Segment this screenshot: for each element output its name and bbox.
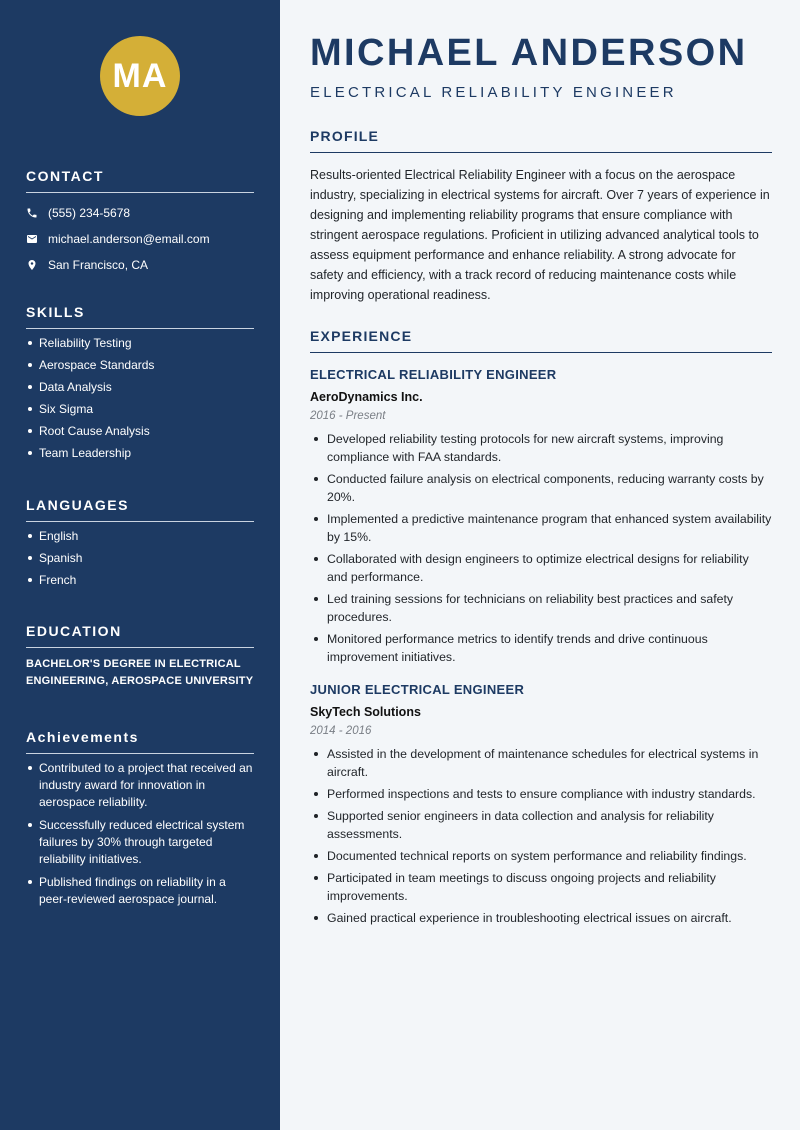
- education-degree: BACHELOR'S DEGREE IN ELECTRICAL ENGINEERING, AEROSPACE UNIVERSITY: [26, 658, 254, 687]
- language-item: French: [26, 572, 254, 588]
- profile-text: Results-oriented Electrical Reliability Engineer with a focus on the aerospace industry, specializing in electrical systems for aircraft. Over 7 years of experience in designing and implementing reliability programs that ensure compliance with stringent aerospace regulations. Proficient in utilizing advanced analytical tools to assess equipment performance and enhance reliability. A strong advocate for safety and efficiency, with a track record of reducing maintenance costs while improving operational readiness.: [310, 168, 770, 302]
- achievements-section: [26, 729, 254, 908]
- job-entry: [310, 682, 772, 927]
- skill-item: Aerospace Standards: [26, 357, 254, 373]
- languages-list: [26, 528, 254, 588]
- job-dates: 2014 - 2016: [310, 725, 372, 737]
- job-bullets: [310, 430, 772, 666]
- skill-item: Data Analysis: [26, 379, 254, 395]
- experience-title: EXPERIENCE: [310, 328, 772, 353]
- languages-section: [26, 497, 254, 588]
- skill-item: Reliability Testing: [26, 335, 254, 351]
- experience-section: [310, 328, 772, 927]
- languages-title: LANGUAGES: [26, 497, 254, 522]
- job-company: SkyTech Solutions: [310, 705, 421, 719]
- achievements-title: Achievements: [26, 729, 254, 754]
- job-role: ELECTRICAL RELIABILITY ENGINEER: [310, 367, 557, 382]
- job-bullet: Led training sessions for technicians on reliability best practices and safety procedures.: [310, 590, 772, 626]
- job-dates: 2016 - Present: [310, 410, 386, 422]
- email-icon: [26, 233, 38, 245]
- skill-item: Six Sigma: [26, 401, 254, 417]
- job-bullet: Documented technical reports on system performance and reliability findings.: [310, 847, 772, 865]
- contact-location-row: [26, 258, 254, 272]
- achievement-item: Successfully reduced electrical system failures by 30% through targeted reliability initiatives.: [26, 817, 254, 868]
- job-bullet: Monitored performance metrics to identify trends and drive continuous improvement initiatives.: [310, 630, 772, 666]
- skills-section: [26, 304, 254, 461]
- phone-icon: [26, 207, 38, 219]
- skills-title: SKILLS: [26, 304, 254, 329]
- job-bullet: Collaborated with design engineers to optimize electrical designs for reliability and performance.: [310, 550, 772, 586]
- contact-email[interactable]: michael.anderson@email.com: [48, 232, 210, 246]
- language-item: Spanish: [26, 550, 254, 566]
- location-pin-icon: [26, 259, 38, 271]
- skills-list: [26, 335, 254, 461]
- job-bullet: Developed reliability testing protocols for new aircraft systems, improving compliance with FAA standards.: [310, 430, 772, 466]
- job-bullet: Participated in team meetings to discuss ongoing projects and reliability improvements.: [310, 869, 772, 905]
- job-bullet: Supported senior engineers in data collection and analysis for reliability assessments.: [310, 807, 772, 843]
- job-entry: [310, 367, 772, 666]
- job-bullet: Conducted failure analysis on electrical components, reducing warranty costs by 20%.: [310, 470, 772, 506]
- achievement-item: Published findings on reliability in a peer-reviewed aerospace journal.: [26, 874, 254, 908]
- contact-section: [26, 168, 254, 272]
- language-item: English: [26, 528, 254, 544]
- job-bullets: [310, 745, 772, 927]
- contact-location: San Francisco, CA: [48, 258, 149, 272]
- contact-phone: (555) 234-5678: [48, 206, 131, 220]
- achievement-item: Contributed to a project that received an industry award for innovation in aerospace reliability.: [26, 760, 254, 811]
- skill-item: Root Cause Analysis: [26, 423, 254, 439]
- contact-email-row: [26, 232, 254, 246]
- candidate-title: ELECTRICAL RELIABILITY ENGINEER: [310, 84, 677, 101]
- job-bullet: Gained practical experience in troubleshooting electrical issues on aircraft.: [310, 909, 772, 927]
- job-bullet: Implemented a predictive maintenance program that enhanced system availability by 15%.: [310, 510, 772, 546]
- education-title: EDUCATION: [26, 623, 254, 648]
- job-bullet: Performed inspections and tests to ensure compliance with industry standards.: [310, 785, 772, 803]
- achievements-list: [26, 760, 254, 908]
- profile-title: PROFILE: [310, 128, 772, 153]
- profile-section: [310, 128, 772, 305]
- experience-jobs: [310, 367, 772, 927]
- job-bullet: Assisted in the development of maintenance schedules for electrical systems in aircraft.: [310, 745, 772, 781]
- skill-item: Team Leadership: [26, 445, 254, 461]
- job-role: JUNIOR ELECTRICAL ENGINEER: [310, 682, 525, 697]
- sidebar: [0, 0, 280, 1130]
- contact-title: CONTACT: [26, 168, 254, 193]
- education-section: [26, 623, 254, 690]
- contact-phone-row: [26, 206, 254, 220]
- candidate-name: MICHAEL ANDERSON: [310, 32, 748, 74]
- job-company: AeroDynamics Inc.: [310, 390, 423, 404]
- avatar-initials: MA: [100, 36, 180, 116]
